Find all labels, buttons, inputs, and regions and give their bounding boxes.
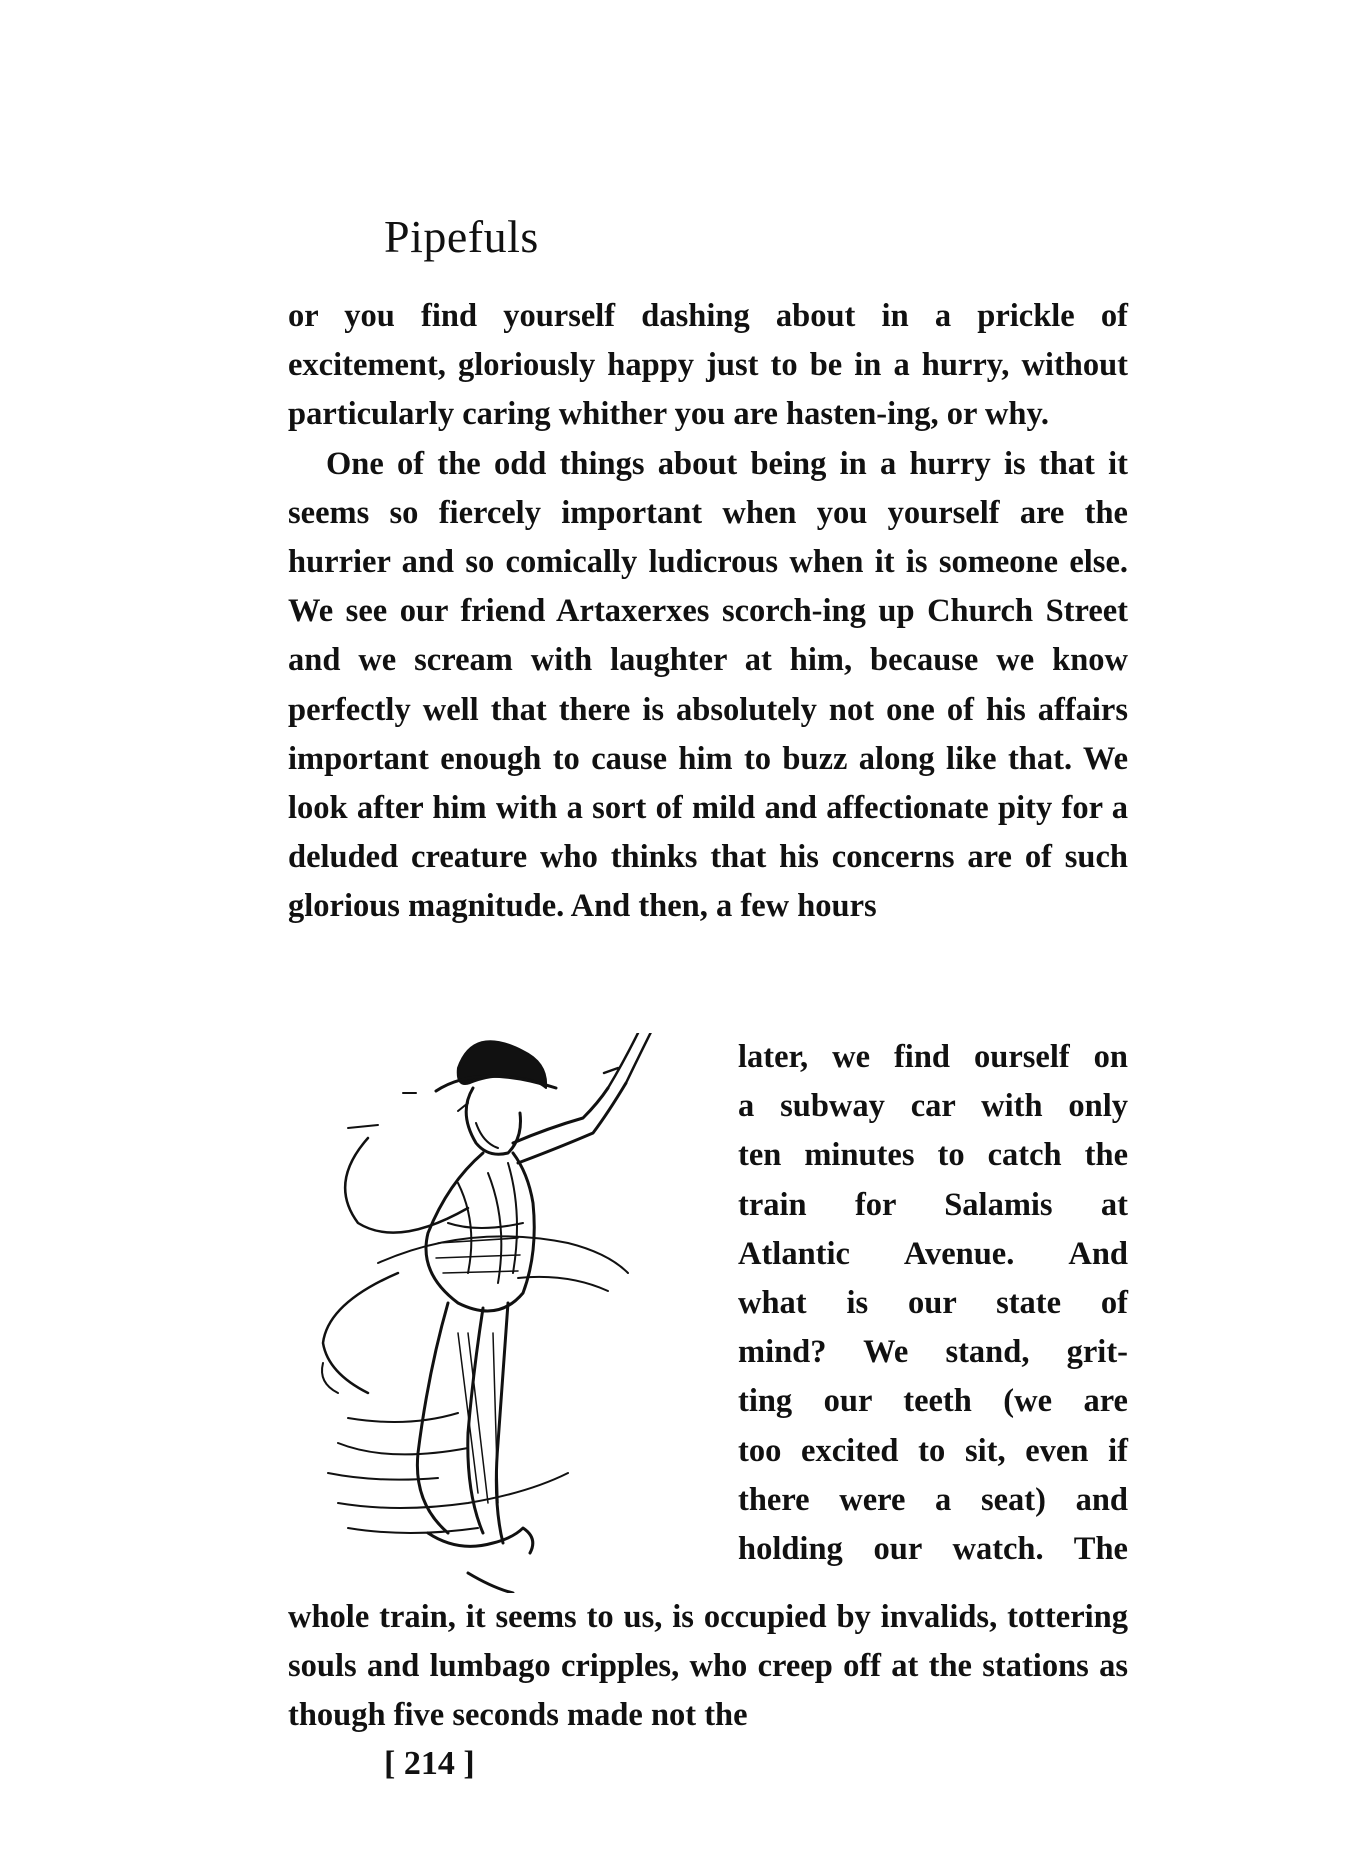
running-head: Pipefuls — [384, 211, 539, 262]
wrapped-line: mind? We stand, grit- — [738, 1334, 1128, 1371]
illustration-with-wrapped-text — [288, 1033, 1128, 1593]
text-block-bottom — [288, 1593, 1128, 1741]
wrapped-line: too excited to sit, even if — [738, 1432, 1128, 1469]
wrapped-line: what is our state of — [738, 1285, 1128, 1322]
paragraph-continued: or you find yourself dashing about in a prickle of excitement, gloriously happy just to be in a hurry, without particularly caring whither you are hasten-ing, or why. — [288, 298, 1128, 433]
wrapped-line: a subway car with only — [738, 1088, 1128, 1125]
wrapped-line: Atlantic Avenue. And — [738, 1235, 1128, 1272]
wrapped-text-column — [738, 1033, 1128, 1574]
wrapped-line: ten minutes to catch the — [738, 1137, 1128, 1174]
hurrying-man-sketch-icon — [308, 1033, 718, 1593]
paragraph-hurry: One of the odd things about being in a hurry is that it seems so fiercely important when you yourself are the hurrier and so comically ludicrous when it is someone else. We see our friend Artaxerxes scorch-ing up Church Street and we scream with laughter at him, because we know perfectly well that there is absolutely not one of his affairs important enough to cause him to buzz along like that. We look after him with a sort of mild and affectionate pity for a deluded creature who thinks that his concerns are of such glorious magnitude. And then, a few hours — [288, 445, 1128, 925]
text-block-top — [288, 292, 1128, 932]
page-number: [ 214 ] — [384, 1745, 475, 1782]
paragraph-continuation: whole train, it seems to us, is occupied by invalids, tottering souls and lumbago cripples, who creep off at the stations as though five seconds made not the — [288, 1599, 1128, 1734]
wrapped-line: there were a seat) and — [738, 1481, 1128, 1518]
wrapped-line: later, we find ourself on — [738, 1039, 1128, 1075]
wrapped-line: train for Salamis at — [738, 1186, 1128, 1223]
wrapped-line: ting our teeth (we are — [738, 1383, 1128, 1420]
wrapped-line: holding our watch. The — [738, 1531, 1128, 1568]
